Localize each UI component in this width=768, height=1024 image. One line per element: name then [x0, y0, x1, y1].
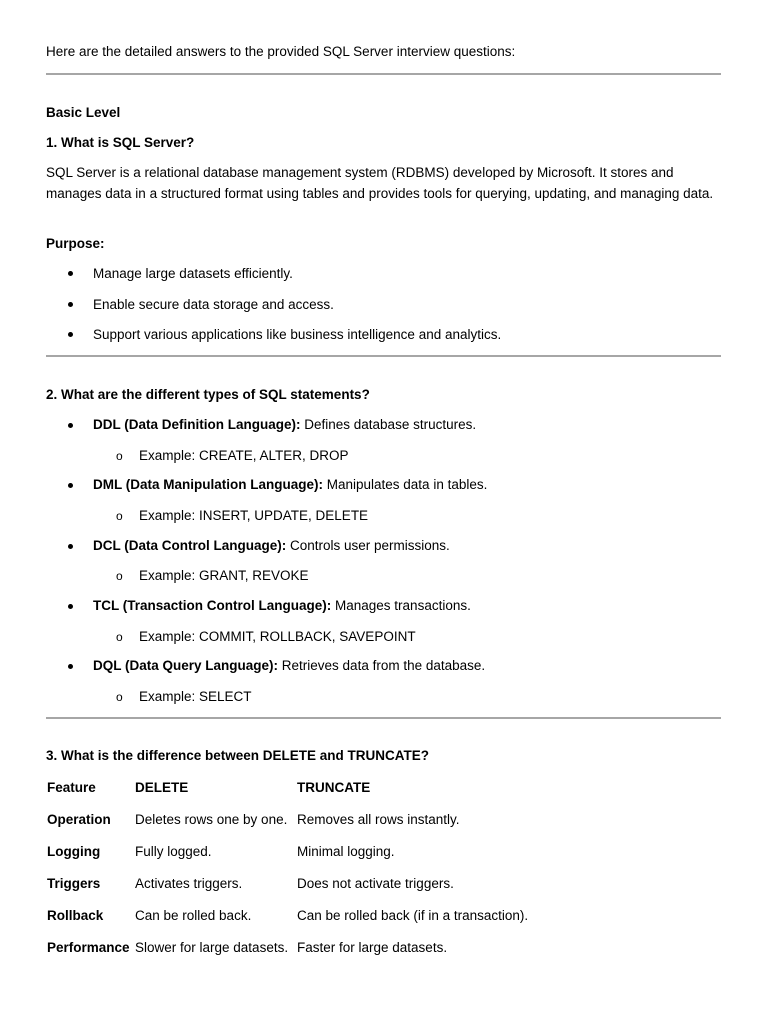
table-cell: Activates triggers.: [135, 876, 243, 891]
bullet-icon: [68, 332, 73, 337]
bullet-icon: [68, 302, 73, 307]
q1-title: 1. What is SQL Server?: [46, 135, 195, 150]
example-text: Example: SELECT: [139, 689, 252, 704]
bullet-icon: [68, 271, 73, 276]
table-cell: Slower for large datasets.: [135, 940, 289, 955]
bullet-icon: [68, 604, 73, 609]
q3-title: 3. What is the difference between DELETE and TRUNCATE?: [46, 748, 430, 763]
sub-bullet-icon: o: [116, 449, 123, 463]
term: DQL (Data Query Language):: [93, 658, 279, 673]
description: Controls user permissions.: [286, 538, 450, 553]
table-row-label: Logging: [47, 844, 101, 859]
list-item: Manage large datasets efficiently.: [93, 266, 293, 281]
term: DDL (Data Definition Language):: [93, 417, 301, 432]
sub-bullet-icon: o: [116, 690, 123, 704]
intro-text: Here are the detailed answers to the provided SQL Server interview questions:: [46, 44, 516, 59]
example-text: Example: INSERT, UPDATE, DELETE: [139, 508, 369, 523]
horizontal-rule: [46, 73, 721, 75]
sub-bullet-icon: o: [116, 630, 123, 644]
table-row-label: Rollback: [47, 908, 104, 923]
q2-title: 2. What are the different types of SQL statements?: [46, 387, 370, 402]
list-item: [93, 417, 476, 433]
table-cell: Removes all rows instantly.: [297, 812, 460, 827]
table-cell: Faster for large datasets.: [297, 940, 448, 955]
horizontal-rule: [46, 717, 721, 719]
sub-bullet-icon: o: [116, 569, 123, 583]
list-item: Enable secure data storage and access.: [93, 297, 334, 312]
list-item: Support various applications like business intelligence and analytics.: [93, 327, 502, 342]
description: Manipulates data in tables.: [323, 477, 488, 492]
bullet-icon: [68, 483, 73, 488]
table-header-cell: TRUNCATE: [297, 780, 371, 795]
table-header-cell: Feature: [47, 780, 96, 795]
list-item: [93, 658, 485, 674]
list-item: [93, 538, 450, 554]
level-heading: Basic Level: [46, 105, 121, 120]
description: Retrieves data from the database.: [278, 658, 486, 673]
example-text: Example: COMMIT, ROLLBACK, SAVEPOINT: [139, 629, 416, 644]
term: DCL (Data Control Language):: [93, 538, 287, 553]
list-item: [93, 477, 487, 493]
table-cell: Does not activate triggers.: [297, 876, 454, 891]
example-text: Example: GRANT, REVOKE: [139, 568, 309, 583]
table-row-label: Operation: [47, 812, 111, 827]
list-item: [93, 598, 471, 614]
description: Defines database structures.: [300, 417, 477, 432]
bullet-icon: [68, 544, 73, 549]
sub-bullet-icon: o: [116, 509, 123, 523]
table-cell: Fully logged.: [135, 844, 212, 859]
table-row-label: Performance: [47, 940, 130, 955]
table-cell: Can be rolled back (if in a transaction).: [297, 908, 529, 923]
bullet-icon: [68, 664, 73, 669]
q1-purpose-label: Purpose:: [46, 236, 105, 251]
term: DML (Data Manipulation Language):: [93, 477, 323, 492]
horizontal-rule: [46, 355, 721, 357]
table-header-cell: DELETE: [135, 780, 189, 795]
description: Manages transactions.: [331, 598, 471, 613]
example-text: Example: CREATE, ALTER, DROP: [139, 448, 349, 463]
table-row-label: Triggers: [47, 876, 101, 891]
bullet-icon: [68, 423, 73, 428]
term: TCL (Transaction Control Language):: [93, 598, 332, 613]
table-cell: Can be rolled back.: [135, 908, 252, 923]
table-cell: Minimal logging.: [297, 844, 395, 859]
q1-answer: SQL Server is a relational database management system (RDBMS) developed by Microsoft. It stores and manages data in a structured format using tables and provides tools for querying, updating, and managing data.: [46, 165, 714, 201]
table-cell: Deletes rows one by one.: [135, 812, 288, 827]
